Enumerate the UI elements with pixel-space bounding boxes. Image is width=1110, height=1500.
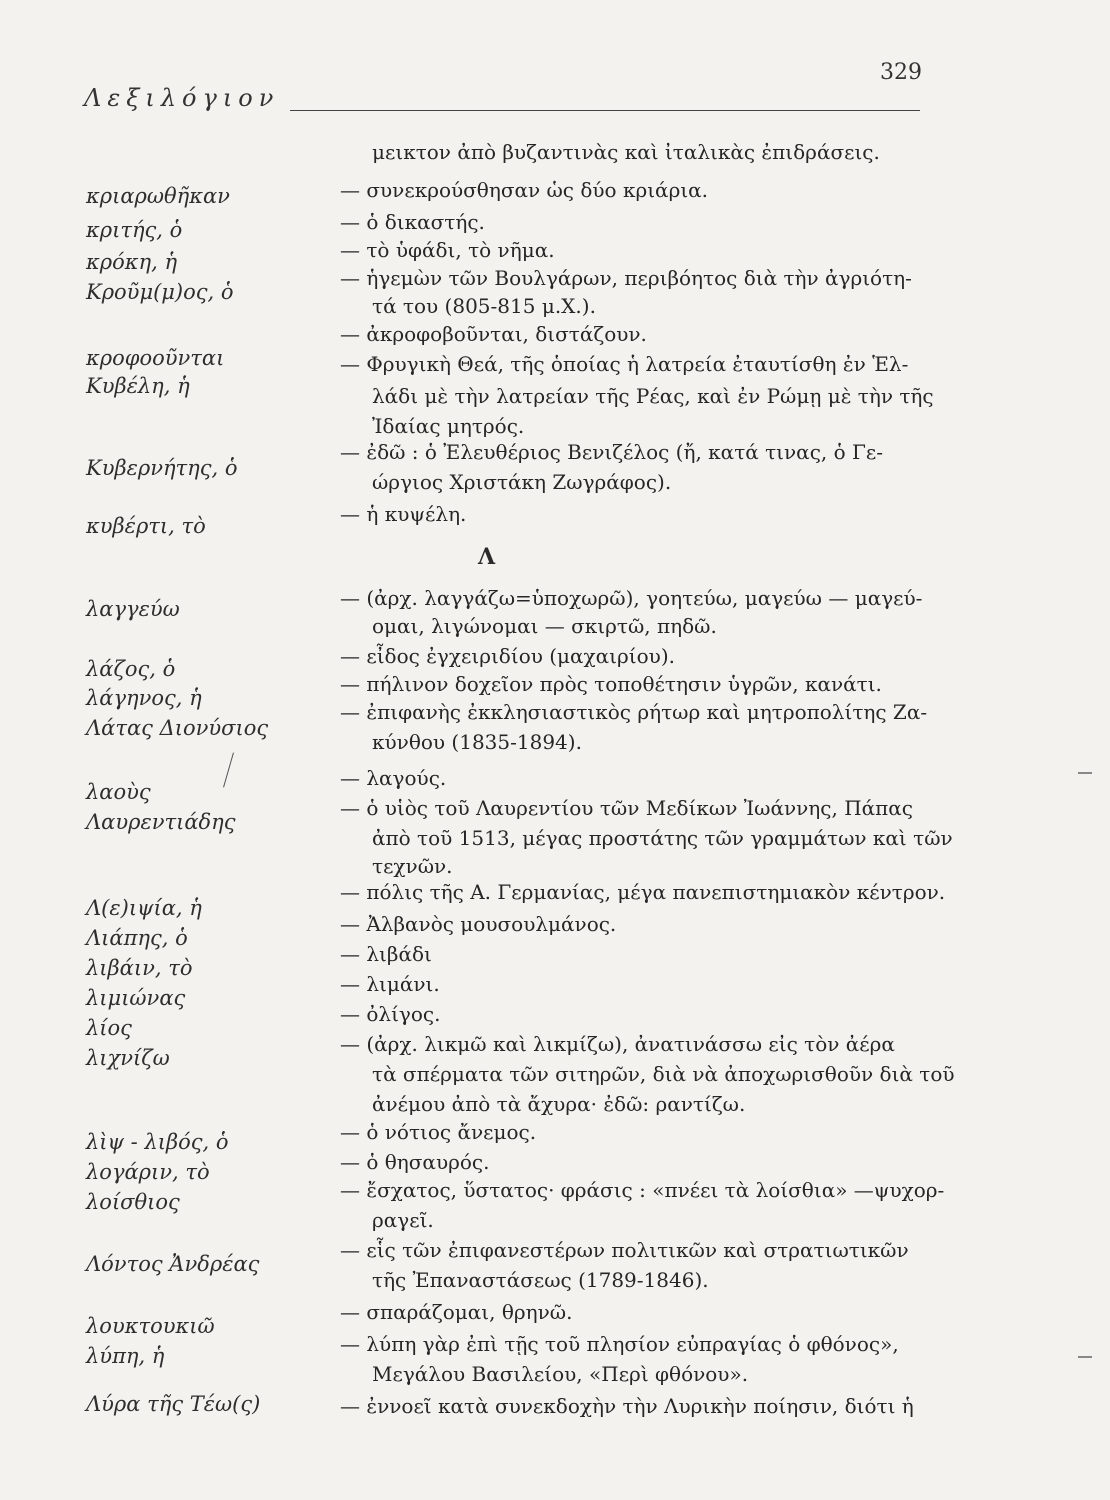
headword: λαοὺς xyxy=(86,780,151,804)
definition-line: λάδι μὲ τὴν λατρείαν τῆς Ρέας, καὶ ἐν Ρώμῃ μὲ τὴν τῆς xyxy=(372,384,934,408)
definition-line: — ὁ υἱὸς τοῦ Λαυρεντίου τῶν Μεδίκων Ἰωάννης, Πάπας xyxy=(340,796,914,820)
margin-dash-mark xyxy=(1078,1356,1092,1358)
headword: κριτής, ὁ xyxy=(86,218,183,242)
definition-line: ραγεῖ. xyxy=(372,1208,434,1232)
headword: λάζος, ὁ xyxy=(86,657,176,681)
headword: λιχνίζω xyxy=(86,1046,170,1070)
headword: λὶψ - λιβός, ὁ xyxy=(86,1130,229,1154)
definition-line: — ὁ νότιος ἄνεμος. xyxy=(340,1120,537,1144)
headword: Λύρα τῆς Τέω(ς) xyxy=(86,1392,261,1416)
headword: κροφοοῦνται xyxy=(86,346,225,370)
headword: Λάτας Διονύσιος xyxy=(86,716,269,740)
headword: Κυβέλη, ἡ xyxy=(86,374,190,398)
definition-line: μεικτον ἀπὸ βυζαντινὰς καὶ ἰταλικὰς ἐπιδράσεις. xyxy=(372,140,880,164)
definition-line: — σπαράζομαι, θρηνῶ. xyxy=(340,1300,573,1324)
headword: λαγγεύω xyxy=(86,597,180,621)
definition-line: — (ἀρχ. λαγγάζω=ὑποχωρῶ), γοητεύω, μαγεύω — μαγεύ- xyxy=(340,586,923,610)
headword: λίος xyxy=(86,1016,132,1040)
definition-line: τῆς Ἐπαναστάσεως (1789-1846). xyxy=(372,1268,709,1292)
definition-line: τεχνῶν. xyxy=(372,854,453,878)
definition-line: Μεγάλου Βασιλείου, «Περὶ φθόνου». xyxy=(372,1362,749,1386)
definition-line: ἀπὸ τοῦ 1513, μέγας προστάτης τῶν γραμμάτων καὶ τῶν xyxy=(372,826,953,850)
definition-line: — εἷς τῶν ἐπιφανεστέρων πολιτικῶν καὶ στρατιωτικῶν xyxy=(340,1238,909,1262)
page-number: 329 xyxy=(880,60,922,85)
definition-line: — ἐδῶ : ὁ Ἐλευθέριος Βενιζέλος (ἤ, κατά τινας, ὁ Γε- xyxy=(340,440,883,464)
definition-line: — λαγούς. xyxy=(340,766,447,790)
definition-line: — ἡ κυψέλη. xyxy=(340,502,467,526)
definition-line: — λύπη γὰρ ἐπὶ τῇς τοῦ πλησίον εὐπραγίας ὁ φθόνος», xyxy=(340,1332,899,1356)
headword: Κροῦμ(μ)ος, ὁ xyxy=(86,280,234,304)
definition-line: — ὀλίγος. xyxy=(340,1002,441,1026)
definition-line: ἀνέμου ἀπὸ τὰ ἄχυρα· ἐδῶ: ραντίζω. xyxy=(372,1092,746,1116)
headword: κυβέρτι, τὸ xyxy=(86,514,206,538)
definition-line: — ὁ θησαυρός. xyxy=(340,1150,490,1174)
headword: λογάριν, τὸ xyxy=(86,1160,210,1184)
definition-line: — τὸ ὑφάδι, τὸ νῆμα. xyxy=(340,238,555,262)
definition-line: τά του (805-815 μ.Χ.). xyxy=(372,294,596,318)
definition-line: — εἶδος ἐγχειριδίου (μαχαιρίου). xyxy=(340,644,675,668)
running-header-title: Λεξιλόγιον xyxy=(84,84,280,112)
margin-dash-mark xyxy=(1078,772,1092,774)
definition-line: — ἐννοεῖ κατὰ συνεκδοχὴν τὴν Λυρικὴν ποίησιν, διότι ἡ xyxy=(340,1394,914,1418)
definition-line: — Ἀλβανὸς μουσουλμάνος. xyxy=(340,912,617,936)
headword: κριαρωθῆκαν xyxy=(86,184,230,208)
definition-line: — ἔσχατος, ὕστατος· φράσις : «πνέει τὰ λοίσθια» —ψυχορ- xyxy=(340,1178,945,1202)
definition-line: — πόλις τῆς Α. Γερμανίας, μέγα πανεπιστημιακὸν κέντρον. xyxy=(340,880,946,904)
headword: Λ(ε)ιψία, ἡ xyxy=(86,896,202,920)
definition-line: τὰ σπέρματα τῶν σιτηρῶν, διὰ νὰ ἀποχωρισθοῦν διὰ τοῦ xyxy=(372,1062,955,1086)
headword: Λαυρεντιάδης xyxy=(86,810,236,834)
definition-line: ομαι, λιγώνομαι — σκιρτῶ, πηδῶ. xyxy=(372,614,717,638)
headword: Κυβερνήτης, ὁ xyxy=(86,456,238,480)
definition-line: Ἰδαίας μητρός. xyxy=(372,414,525,438)
headword: λουκτουκιῶ xyxy=(86,1314,215,1338)
headword: λιμιώνας xyxy=(86,986,186,1010)
definition-line: — λιμάνι. xyxy=(340,972,440,996)
definition-line: — ἀκροφοβοῦνται, διστάζουν. xyxy=(340,322,647,346)
definition-line: — λιβάδι xyxy=(340,942,432,966)
headword: Λιάπης, ὁ xyxy=(86,926,188,950)
section-letter-lambda: Λ xyxy=(478,544,496,570)
definition-line: — συνεκρούσθησαν ὡς δύο κριάρια. xyxy=(340,178,709,202)
definition-line: — ὁ δικαστής. xyxy=(340,210,485,234)
headword: λύπη, ἡ xyxy=(86,1344,165,1368)
headword: λοίσθιος xyxy=(86,1190,180,1214)
definition-line: — (ἀρχ. λικμῶ καὶ λικμίζω), ἀνατινάσσω εἰς τὸν ἀέρα xyxy=(340,1032,895,1056)
definition-line: — Φρυγικὴ Θεά, τῆς ὁποίας ἡ λατρεία ἐταυτίσθη ἐν Ἑλ- xyxy=(340,352,909,376)
header-rule xyxy=(290,110,920,111)
definition-line: — πήλινον δοχεῖον πρὸς τοποθέτησιν ὑγρῶν, κανάτι. xyxy=(340,672,882,696)
handwritten-tick-mark xyxy=(223,753,234,788)
headword: Λόντος Ἀνδρέας xyxy=(86,1252,260,1276)
definition-line: ώργιος Χριστάκη Ζωγράφος). xyxy=(372,470,672,494)
headword: λάγηνος, ἡ xyxy=(86,686,202,710)
headword: κρόκη, ἡ xyxy=(86,250,178,274)
headword: λιβάιν, τὸ xyxy=(86,956,193,980)
definition-line: — ἐπιφανὴς ἐκκλησιαστικὸς ρήτωρ καὶ μητροπολίτης Ζα- xyxy=(340,700,928,724)
definition-line: — ἡγεμὼν τῶν Βουλγάρων, περιβόητος διὰ τὴν ἀγριότη- xyxy=(340,266,912,290)
definition-line: κύνθου (1835-1894). xyxy=(372,730,582,754)
